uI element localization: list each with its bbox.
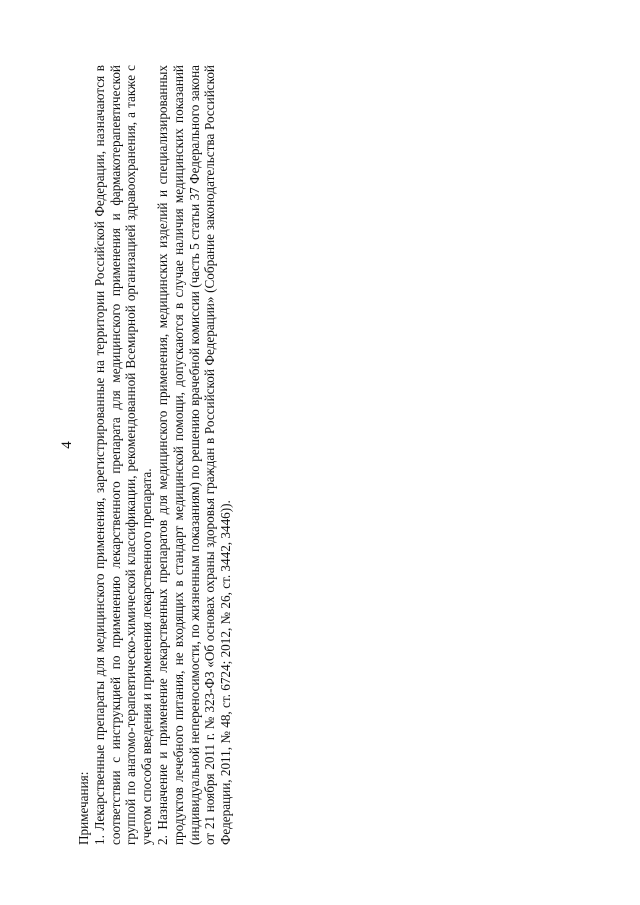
notes-section [76, 65, 234, 845]
rotated-page-content [58, 45, 358, 845]
note-item-2: 2. Назначение и применение лекарственных препаратов для медицинского применения, медицинских изделий и специализированных продуктов лечебного питания, не входящих в стандарт медицинской помощи, допускаются в случае наличия медицинских показаний (индивидуальной непереносимости, по жизненным показаниям) по решению врачебной комиссии (часть 5 статьи 37 Федерального закона от 21 ноября 2011 г. № 323-ФЗ «Об основах охраны здоровья граждан в Российской Федерации» (Собрание законодательства Российской Федерации, 2011, № 48, ст. 6724; 2012, № 26, ст. 3442, 3446)). [154, 65, 234, 845]
notes-heading: Примечания: [76, 771, 91, 845]
note-item-1: 1. Лекарственные препараты для медицинского применения, зарегистрированные на территории Российской Федерации, назначаются в соответствии с инструкцией по применению лекарственного препарата для медицинского применения и фармакотерапевтической группой по анатомо-терапевтическо-химической классификации, рекомендованной Всемирной организацией здравоохранения, а также с учетом способа введения и применения лекарственного препарата. [91, 65, 155, 845]
page-number: 4 [59, 441, 75, 449]
